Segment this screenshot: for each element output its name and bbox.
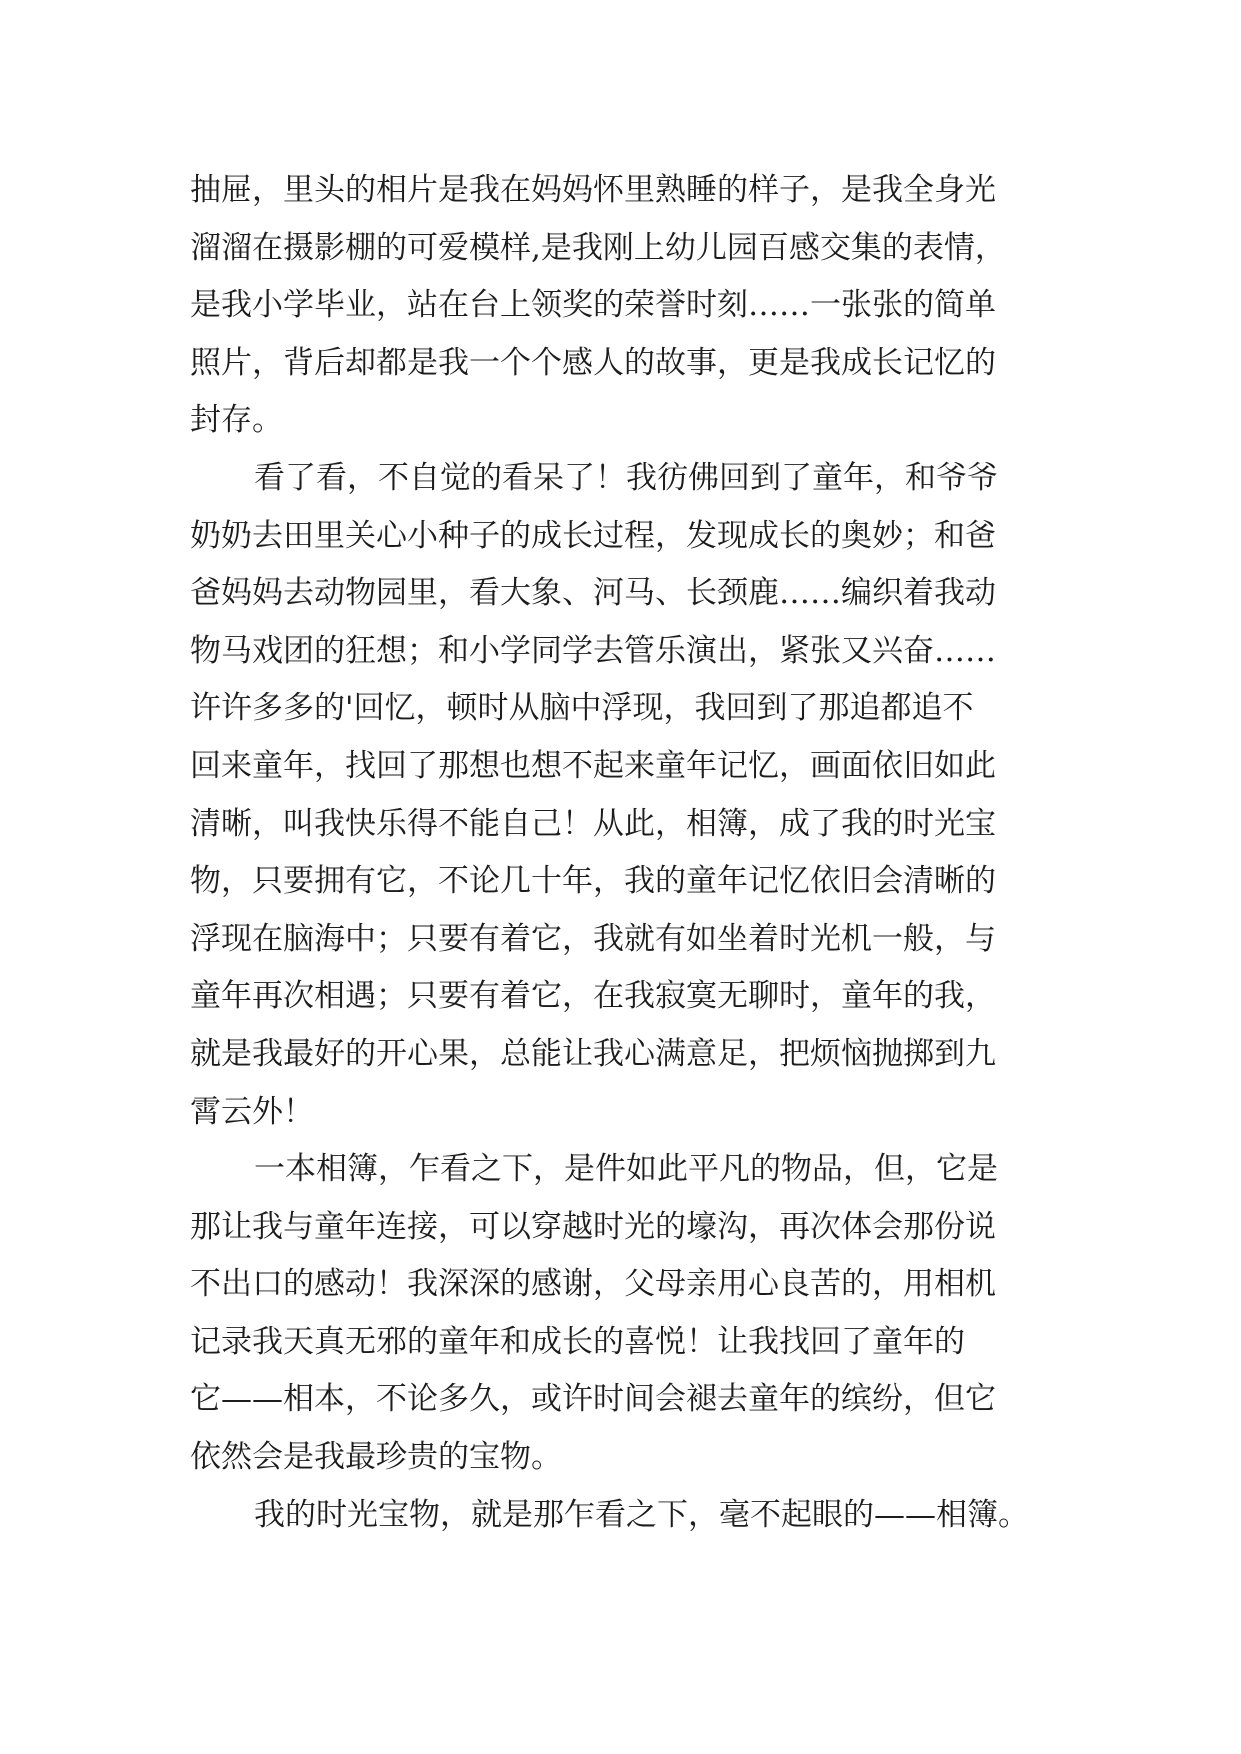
document-body	[190, 162, 1090, 1544]
text-line: 封存。	[190, 402, 283, 439]
text-line: 浮现在脑海中；只要有着它，我就有如坐着时光机一般，与	[190, 920, 996, 957]
text-line: 那让我与童年连接，可以穿越时光的壕沟，再次体会那份说	[190, 1208, 996, 1245]
text-line: 回来童年，找回了那想也想不起来童年记忆，画面依旧如此	[190, 747, 996, 784]
text-line: 记录我天真无邪的童年和成长的喜悦！让我找回了童年的	[190, 1323, 965, 1360]
text-line: 物马戏团的狂想；和小学同学去管乐演出，紧张又兴奋……	[190, 632, 996, 669]
text-line: 许许多多的'回忆，顿时从脑中浮现，我回到了那追都追不	[190, 690, 974, 727]
text-line: 抽屉，里头的相片是我在妈妈怀里熟睡的样子，是我全身光	[190, 172, 996, 208]
text-line: 它——相本，不论多久，或许时间会褪去童年的缤纷，但它	[190, 1381, 996, 1418]
text-line: 物，只要拥有它，不论几十年，我的童年记忆依旧会清晰的	[190, 863, 996, 900]
paragraph-first-line: 我的时光宝物，就是那乍看之下，毫不起眼的——相簿。	[254, 1496, 1029, 1533]
paragraph-first-line: 看了看，不自觉的看呆了！我彷佛回到了童年，和爷爷	[254, 459, 998, 496]
text-line: 爸妈妈去动物园里，看大象、河马、长颈鹿……编织着我动	[190, 575, 996, 612]
text-line: 奶奶去田里关心小种子的成长过程，发现成长的奥妙；和爸	[190, 517, 996, 554]
text-line: 照片，背后却都是我一个个感人的故事，更是我成长记忆的	[190, 344, 996, 381]
text-line: 霄云外！	[190, 1093, 314, 1130]
text-line: 就是我最好的开心果，总能让我心满意足，把烦恼抛掷到九	[190, 1035, 996, 1072]
text-line: 溜溜在摄影棚的可爱模样,是我刚上幼儿园百感交集的表情，	[190, 229, 1006, 266]
text-line: 清晰，叫我快乐得不能自己！从此，相簿，成了我的时光宝	[190, 805, 996, 842]
text-line: 不出口的感动！我深深的感谢，父母亲用心良苦的，用相机	[190, 1266, 996, 1303]
text-line: 依然会是我最珍贵的宝物。	[190, 1439, 562, 1476]
paragraph-first-line: 一本相簿，乍看之下，是件如此平凡的物品，但，它是	[254, 1151, 998, 1188]
text-line: 童年再次相遇；只要有着它，在我寂寞无聊时，童年的我，	[190, 978, 996, 1015]
text-line: 是我小学毕业，站在台上领奖的荣誉时刻……一张张的简单	[190, 287, 996, 324]
